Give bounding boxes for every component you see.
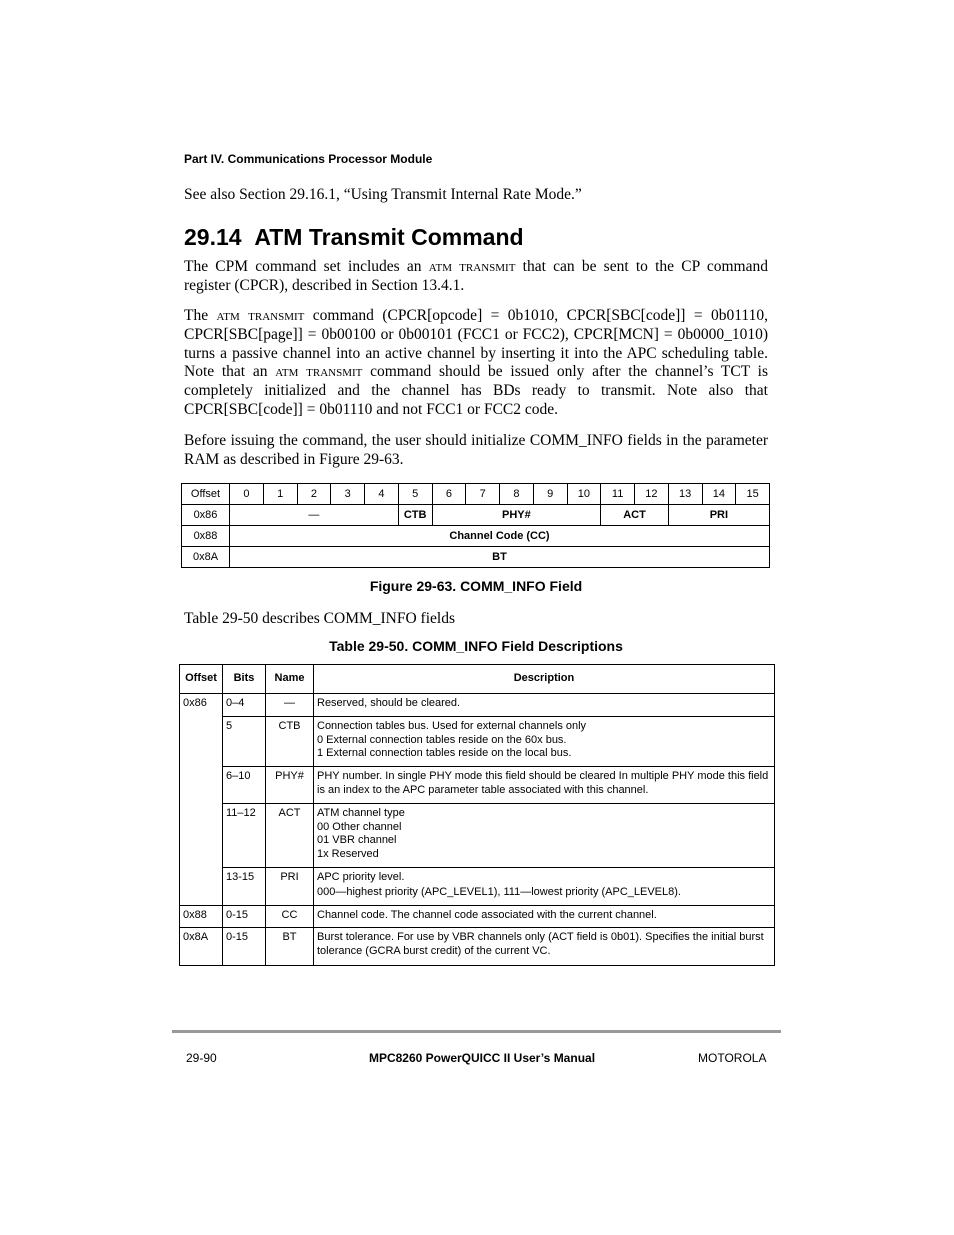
table-row	[180, 906, 775, 928]
description-cell	[314, 928, 775, 966]
channel-code-field: Channel Code (CC)	[230, 526, 770, 547]
table-row	[180, 767, 775, 804]
description-line: 00 Other channel	[317, 820, 402, 833]
register-diagram	[181, 483, 770, 568]
name-cell: CC	[266, 906, 314, 928]
ctb-field: CTB	[398, 505, 432, 526]
p1-smallcaps: atm transmit	[428, 258, 516, 275]
bit-label: 7	[466, 484, 500, 505]
description-cell	[314, 804, 775, 868]
table-row	[180, 868, 775, 906]
bit-label: 2	[297, 484, 331, 505]
act-field: ACT	[601, 505, 669, 526]
description-cell	[314, 906, 775, 928]
table-row	[180, 694, 775, 717]
bit-label: 8	[500, 484, 534, 505]
register-row-0x88	[182, 526, 770, 547]
bit-label: 4	[365, 484, 399, 505]
column-header: Offset	[180, 665, 223, 694]
publisher-name: MOTOROLA	[698, 1051, 767, 1065]
bt-field: BT	[230, 547, 770, 568]
pri-field: PRI	[668, 505, 769, 526]
bit-label: 3	[331, 484, 365, 505]
description-cell	[314, 694, 775, 717]
description-line: 01 VBR channel	[317, 834, 397, 847]
offset-cell: 0x86	[180, 694, 223, 906]
description-cell	[314, 868, 775, 906]
offset-cell: 0x8A	[180, 928, 223, 966]
register-offset: 0x8A	[182, 547, 230, 568]
bits-cell: 0-15	[223, 928, 266, 966]
section-heading	[184, 224, 524, 251]
register-header-offset: Offset	[182, 484, 230, 505]
description-line: 1x Reserved	[317, 847, 379, 860]
description-line: Burst tolerance. For use by VBR channels only (ACT field is 0b01). Specifies the initial burst tolerance (GCRA burst credit) of the current VC.	[317, 931, 764, 957]
bit-label: 1	[263, 484, 297, 505]
table-caption: Table 29-50. COMM_INFO Field Descriptions	[329, 638, 623, 654]
name-cell: PHY#	[266, 767, 314, 804]
bit-label: 0	[230, 484, 264, 505]
register-row-0x86	[182, 505, 770, 526]
description-line: Reserved, should be cleared.	[317, 697, 461, 709]
figure-caption: Figure 29-63. COMM_INFO Field	[369, 578, 583, 594]
bits-cell: 6–10	[223, 767, 266, 804]
bits-cell: 5	[223, 717, 266, 767]
column-header: Bits	[223, 665, 266, 694]
bit-label: 6	[432, 484, 466, 505]
description-line: 1 External connection tables reside on the local bus.	[317, 747, 572, 760]
table-header-row	[180, 665, 775, 694]
paragraph-2	[184, 307, 768, 420]
section-number: 29.14	[184, 224, 242, 250]
bits-cell: 0-15	[223, 906, 266, 928]
description-line: APC priority level.	[317, 871, 405, 883]
bit-label: 13	[668, 484, 702, 505]
reserved-field: —	[230, 505, 399, 526]
running-head: Part IV. Communications Processor Module	[184, 152, 433, 166]
bits-cell: 0–4	[223, 694, 266, 717]
column-header: Name	[266, 665, 314, 694]
bit-label: 5	[398, 484, 432, 505]
p1-text-b: that can be sent to the CP command register (CPCR), described in Section 13.4.1.	[184, 258, 768, 294]
description-line: Channel code. The channel code associated with the current channel.	[317, 909, 657, 921]
name-cell: ACT	[266, 804, 314, 868]
name-cell: —	[266, 694, 314, 717]
bit-label: 11	[601, 484, 635, 505]
field-description-table	[179, 664, 775, 966]
description-cell	[314, 767, 775, 804]
register-header-row	[182, 484, 770, 505]
table-reference-text: Table 29-50 describes COMM_INFO fields	[184, 610, 455, 627]
bit-label: 12	[635, 484, 669, 505]
description-line: PHY number. In single PHY mode this field should be cleared In multiple PHY mode this field is an index to the APC parameter table associated with this channel.	[317, 770, 769, 796]
name-cell: BT	[266, 928, 314, 966]
bits-cell: 13-15	[223, 868, 266, 906]
p2-text-b: command (CPCR[opcode] = 0b1010, CPCR[SBC[code]] = 0b01110, CPCR[SBC[page]] = 0b00100 or 0b00101 (FCC1 or FCC2), CPCR[MCN] = 0b0000_1010) turns a passive channel into an active channel by inserting it into the APC scheduling table. Note that an	[184, 307, 768, 381]
manual-title: MPC8260 PowerQUICC II User’s Manual	[368, 1051, 596, 1065]
description-line: Connection tables bus. Used for external channels only	[317, 720, 587, 732]
bit-label: 9	[533, 484, 567, 505]
bit-label: 14	[702, 484, 736, 505]
table-row	[180, 928, 775, 966]
section-title: ATM Transmit Command	[254, 224, 524, 250]
page-number: 29-90	[186, 1051, 217, 1065]
description-line: 000—highest priority (APC_LEVEL1), 111—lowest priority (APC_LEVEL8).	[317, 885, 681, 898]
paragraph-3: Before issuing the command, the user should initialize COMM_INFO fields in the parameter RAM as described in Figure 29-63.	[184, 432, 768, 468]
column-header: Description	[314, 665, 775, 694]
table-row	[180, 804, 775, 868]
bit-label: 10	[567, 484, 601, 505]
name-cell: CTB	[266, 717, 314, 767]
description-cell	[314, 717, 775, 767]
offset-cell: 0x88	[180, 906, 223, 928]
p2-text-c: command should be issued only after the channel’s TCT is completely initialized and the channel has BDs ready to transmit. Note also that CPCR[SBC[code]] = 0b01110 and not FCC1 or FCC2 code.	[184, 363, 768, 418]
phy-field: PHY#	[432, 505, 601, 526]
p2-smallcaps-1: atm transmit	[216, 307, 305, 324]
bit-label: 15	[736, 484, 770, 505]
p1-text-a: The CPM command set includes an	[184, 258, 429, 275]
p2-smallcaps-2: atm transmit	[275, 363, 363, 381]
register-offset: 0x88	[182, 526, 230, 547]
paragraph-1	[184, 258, 768, 296]
table-row	[180, 717, 775, 767]
register-row-0x8a	[182, 547, 770, 568]
footer-rule	[172, 1030, 781, 1033]
description-line: ATM channel type	[317, 807, 405, 819]
p2-text-a: The	[184, 307, 217, 324]
name-cell: PRI	[266, 868, 314, 906]
description-line: 0 External connection tables reside on the 60x bus.	[317, 733, 567, 746]
register-offset: 0x86	[182, 505, 230, 526]
bits-cell: 11–12	[223, 804, 266, 868]
see-also-text: See also Section 29.16.1, “Using Transmit Internal Rate Mode.”	[184, 186, 582, 203]
